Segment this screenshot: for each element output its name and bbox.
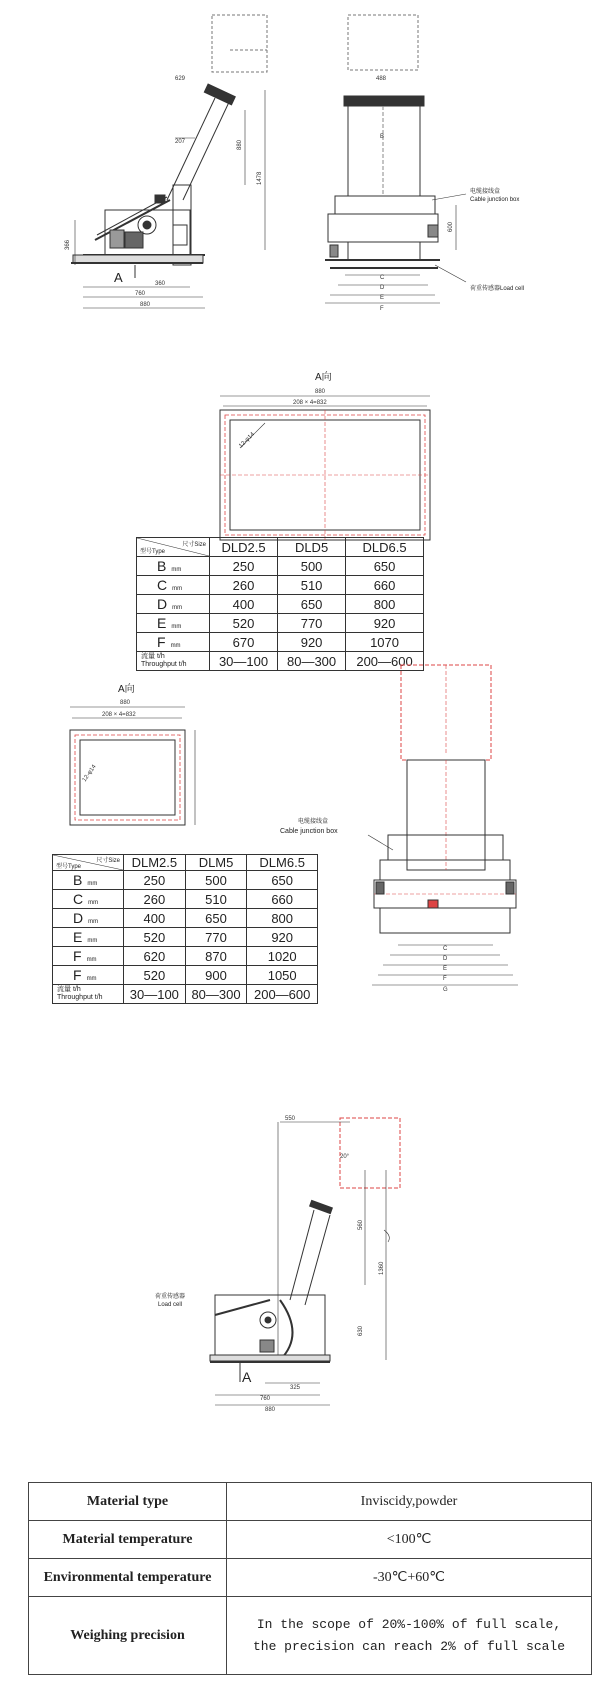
drawing-3-dim-325: 325: [290, 1385, 301, 1391]
load-cell-label-en: Load cell: [500, 286, 525, 292]
table-cell: 30—100: [124, 985, 186, 1004]
row-unit: mm: [86, 976, 97, 982]
drawing-2-dim-g: G: [443, 987, 448, 993]
row-unit: mm: [172, 586, 183, 592]
drawing-3-view-a-arrow: A: [242, 1369, 252, 1385]
table-cell: 920: [278, 633, 346, 652]
row-label: B: [73, 872, 83, 888]
row-label: F: [73, 967, 82, 983]
view-a-plate-1: [205, 368, 445, 548]
load-cell-label-cn: 荷重传感器: [470, 286, 501, 292]
table-row: [29, 1559, 592, 1597]
view-a-plate-2: [60, 682, 210, 832]
row-label: E: [73, 929, 83, 945]
dim-360: 360: [155, 281, 166, 287]
dld-table-corner-header: [137, 538, 210, 557]
table-row: [53, 947, 318, 966]
table-cell: 670: [210, 633, 278, 652]
dlm-col-header: DLM2.5: [124, 855, 186, 871]
table-cell: 80—300: [278, 652, 346, 671]
side-dim-b: B: [380, 134, 385, 140]
row-unit: mm: [170, 643, 181, 649]
table-row: [29, 1597, 592, 1675]
table-row: [29, 1521, 592, 1559]
dlm-header-size: 尺寸Size: [96, 858, 120, 864]
dim-760: 760: [135, 291, 146, 297]
flow-label-cn: 流量 t/h: [57, 986, 81, 993]
side-dim-488: 488: [376, 76, 387, 82]
table-row: [137, 614, 424, 633]
table-row: [53, 985, 318, 1004]
drawing-3-dim-630: 630: [358, 1325, 364, 1336]
dim-207: 207: [175, 139, 186, 145]
table-cell: 200—600: [346, 652, 424, 671]
dld-col-header: DLD5: [278, 538, 346, 557]
table-row: [29, 1483, 592, 1521]
table-cell: 260: [124, 890, 186, 909]
side-dim-c: C: [380, 275, 385, 281]
table-cell: 520: [124, 966, 186, 985]
view-a-width: 880: [315, 389, 326, 395]
junction-box-label-cn: 电缆接线盒: [470, 189, 501, 195]
flow-label-en: Throughput t/h: [141, 661, 187, 668]
table-cell: 660: [247, 890, 318, 909]
table-cell: 260: [210, 576, 278, 595]
table-row: [137, 633, 424, 652]
dld-size-table: [136, 537, 424, 671]
side-dim-e: E: [380, 295, 385, 301]
table-row: [137, 576, 424, 595]
row-label: C: [157, 577, 168, 593]
row-unit: mm: [87, 938, 98, 944]
table-cell: 770: [185, 928, 247, 947]
spec-value-line-2: the precision can reach 2% of full scale: [252, 1638, 566, 1654]
view-a-spacing: 208 × 4=832: [293, 400, 327, 406]
drawing-1-front-view: [55, 10, 285, 320]
dld-header-type: 型号Type: [140, 549, 166, 555]
table-row: [53, 890, 318, 909]
spec-value-line-1: In the scope of 20%-100% of full scale,: [256, 1616, 562, 1632]
table-cell: 900: [185, 966, 247, 985]
table-cell: 920: [247, 928, 318, 947]
row-label: F: [157, 634, 166, 650]
table-cell: 1020: [247, 947, 318, 966]
drawing-2-junction-box-en: Cable junction box: [280, 828, 338, 835]
dlm-col-header: DLM6.5: [247, 855, 318, 871]
table-cell: 650: [278, 595, 346, 614]
table-cell: 30—100: [210, 652, 278, 671]
row-label: E: [157, 615, 167, 631]
junction-box-label-en: Cable junction box: [470, 197, 520, 203]
spec-key: Environmental temperature: [29, 1559, 227, 1597]
row-label: C: [73, 891, 84, 907]
table-cell: 920: [346, 614, 424, 633]
spec-value: [227, 1597, 592, 1675]
table-cell: 620: [124, 947, 186, 966]
flow-label-en: Throughput t/h: [57, 994, 103, 1001]
spec-key: Weighing precision: [29, 1597, 227, 1675]
dlm-col-header: DLM5: [185, 855, 247, 871]
row-unit: mm: [86, 957, 97, 963]
spec-key: Material type: [29, 1483, 227, 1521]
table-cell: 400: [210, 595, 278, 614]
table-cell: 1070: [346, 633, 424, 652]
drawing-3-load-cell-en: Load cell: [158, 1302, 183, 1308]
row-label: F: [73, 948, 82, 964]
table-cell: 1050: [247, 966, 318, 985]
table-row: [53, 909, 318, 928]
view-a-2-hole-spec: 12-φ14: [81, 763, 98, 784]
table-cell: 510: [185, 890, 247, 909]
drawing-3-dim-880: 880: [265, 1407, 276, 1413]
spec-key: Material temperature: [29, 1521, 227, 1559]
table-cell: 650: [346, 557, 424, 576]
dim-880: 880: [140, 302, 151, 308]
row-unit: mm: [87, 881, 98, 887]
dim-1478: 1478: [257, 171, 263, 185]
drawing-3-dim-1360: 1360: [379, 1261, 385, 1275]
table-cell: 200—600: [247, 985, 318, 1004]
table-cell: 80—300: [185, 985, 247, 1004]
table-cell: 250: [124, 871, 186, 890]
table-cell: 800: [346, 595, 424, 614]
dim-880-vertical: 880: [237, 139, 243, 150]
table-cell: 500: [185, 871, 247, 890]
drawing-3-dim-20: 20°: [340, 1154, 350, 1160]
table-cell: 800: [247, 909, 318, 928]
table-row: [53, 928, 318, 947]
row-unit: mm: [171, 624, 182, 630]
flow-label-cn: 流量 t/h: [141, 653, 165, 660]
table-cell: 520: [124, 928, 186, 947]
row-unit: mm: [172, 605, 183, 611]
row-label: D: [73, 910, 84, 926]
dld-col-header: DLD2.5: [210, 538, 278, 557]
drawing-2-dim-f: F: [443, 976, 447, 982]
dlm-size-table: [52, 854, 318, 1004]
side-dim-600: 600: [448, 221, 454, 232]
specifications-table: [28, 1482, 592, 1675]
table-row: [53, 966, 318, 985]
table-cell: 650: [185, 909, 247, 928]
drawing-3-load-cell-cn: 荷重传感器: [155, 1294, 186, 1300]
dlm-header-type: 型号Type: [56, 864, 82, 870]
spec-value: -30℃+60℃: [227, 1559, 592, 1597]
table-cell: 870: [185, 947, 247, 966]
side-dim-d: D: [380, 285, 385, 291]
table-row: [53, 871, 318, 890]
drawing-2-dim-d: D: [443, 956, 448, 962]
drawing-2-dim-e: E: [443, 966, 448, 972]
spec-value: <100℃: [227, 1521, 592, 1559]
drawing-3-front-view: [140, 1100, 430, 1420]
drawing-2-junction-box-cn: 电缆接线盒: [298, 819, 329, 825]
row-unit: mm: [171, 567, 182, 573]
table-cell: 770: [278, 614, 346, 633]
row-unit: mm: [88, 900, 99, 906]
spec-value: Inviscidy,powder: [227, 1483, 592, 1521]
table-cell: 510: [278, 576, 346, 595]
view-a-2-title: A向: [118, 684, 135, 695]
table-cell: 250: [210, 557, 278, 576]
dld-col-header: DLD6.5: [346, 538, 424, 557]
row-label: D: [157, 596, 168, 612]
view-a-2-width: 880: [120, 700, 131, 706]
table-row: [137, 557, 424, 576]
dim-629: 629: [175, 76, 186, 82]
view-a-2-spacing: 208 × 4=832: [102, 712, 136, 718]
table-cell: 650: [247, 871, 318, 890]
drawing-2-dim-c: C: [443, 946, 448, 952]
drawing-3-dim-560: 560: [358, 1219, 364, 1230]
drawing-3-dim-760: 760: [260, 1396, 271, 1402]
table-cell: 660: [346, 576, 424, 595]
dim-366: 366: [65, 239, 71, 250]
table-cell: 400: [124, 909, 186, 928]
view-a-hole-spec: 12-φ14: [238, 431, 257, 450]
row-label: B: [157, 558, 167, 574]
view-a-arrow-label: A: [114, 270, 123, 285]
view-a-title: A向: [315, 372, 332, 383]
table-cell: 500: [278, 557, 346, 576]
table-row: [137, 595, 424, 614]
side-dim-f: F: [380, 306, 384, 312]
table-cell: 520: [210, 614, 278, 633]
drawing-1-side-view: [320, 10, 525, 320]
dlm-table-corner-header: [53, 855, 124, 871]
drawing-3-dim-550: 550: [285, 1116, 296, 1122]
row-unit: mm: [88, 919, 99, 925]
dld-header-size: 尺寸Size: [182, 542, 206, 548]
